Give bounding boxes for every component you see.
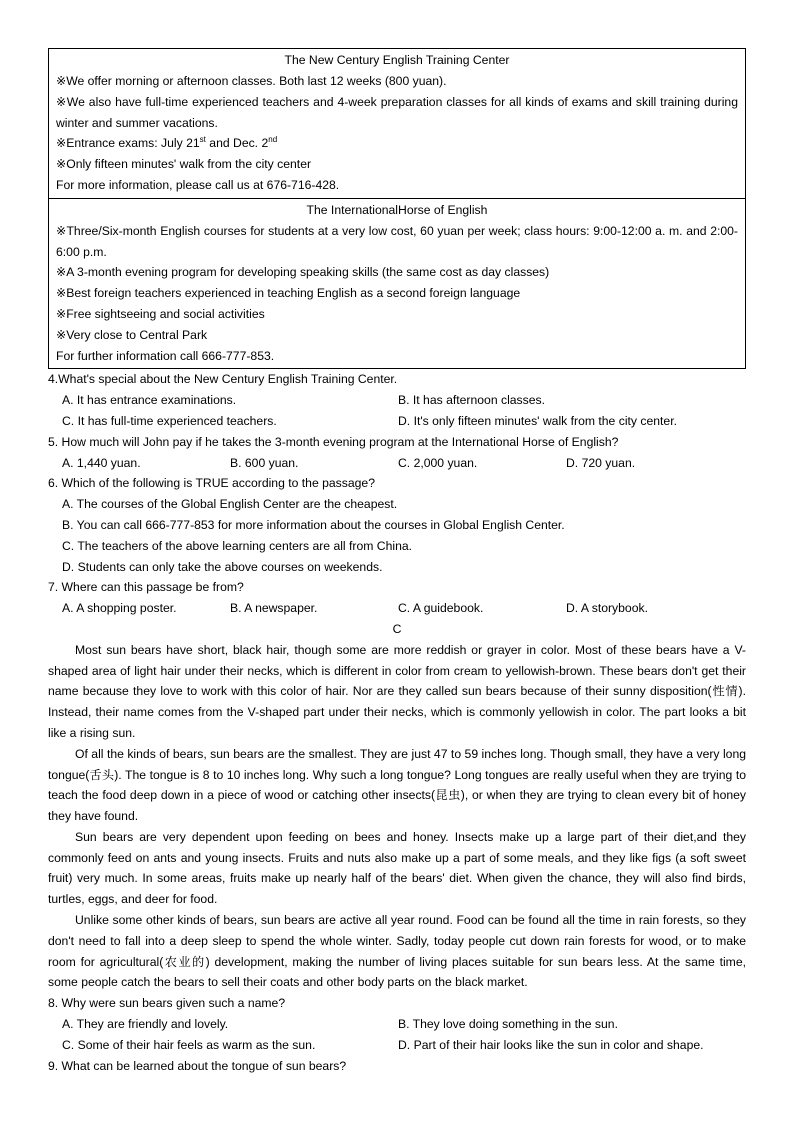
passage-paragraph: Sun bears are very dependent upon feeding on bees and honey. Insects make up a large part of their diet,and they commonly feed on ants and young insects. Fruits and nuts also make up a part of some meals, and they like figs (a soft sweet fruit) very much. In some areas, fruits make up nearly half of the bears' diet. When given the chance, they will also find birds, turtles, eggs, and deer for food. [48,829,746,907]
question-8 [48,993,746,1055]
question-stem: 7. Where can this passage be from? [48,580,244,595]
ad-line: ※We also have full-time experienced teachers and 4-week preparation classes for all kinds of exams and skill training during winter and summer vacations. [56,94,738,130]
question-7 [48,577,746,619]
exam-middle: and Dec. 2 [205,136,269,151]
option-c: C. The teachers of the above learning centers are all from China. [62,538,413,553]
options-row [48,411,746,432]
exam-sup: st [199,135,206,145]
exam-page [48,48,746,1076]
option-c: C. A guidebook. [398,601,484,616]
question-9 [48,1056,746,1077]
option-d: D. 720 yuan. [566,455,636,470]
ad-international-horse [49,198,746,369]
question-stem: 6. Which of the following is TRUE according to the passage? [48,476,375,491]
question-stem: 5. How much will John pay if he takes the 3-month evening program at the International Horse of English? [48,434,619,449]
ad-line: ※Very close to Central Park [56,327,208,342]
option-b: B. 600 yuan. [230,455,299,470]
options-row [48,1014,746,1035]
ad-line: ※Only fifteen minutes' walk from the city center [56,157,312,172]
question-6 [48,473,746,577]
option-a: A. A shopping poster. [62,601,177,616]
option-b: B. It has afternoon classes. [398,393,546,408]
ad-line: ※A 3-month evening program for developing speaking skills (the same cost as day classes) [56,265,550,280]
option-c: C. 2,000 yuan. [398,455,478,470]
option-d: D. Students can only take the above courses on weekends. [62,559,383,574]
ad-line: ※Three/Six-month English courses for students at a very low cost, 60 yuan per week; class hours: 9:00-12:00 a. m. and 2:00-6:00 p.m. [56,223,738,259]
ad-contact: For further information call 666-777-853. [56,348,275,363]
exam-sup: nd [268,135,278,145]
ad-row [49,49,746,199]
option-b: B. A newspaper. [230,601,318,616]
ad-contact: For more information, please call us at 676-716-428. [56,177,340,192]
section-label: C [392,621,402,636]
option-a: A. It has entrance examinations. [62,393,237,408]
ad-line: ※Best foreign teachers experienced in teaching English as a second foreign language [56,286,521,301]
ad-entrance-exams [56,133,738,154]
option-b: B. They love doing something in the sun. [398,1017,618,1032]
exam-prefix: ※Entrance exams: July 21 [56,136,200,151]
ads-table [48,48,746,369]
question-5 [48,432,746,474]
passage-paragraph: Most sun bears have short, black hair, though some are more reddish or grayer in color. Most of these bears have a V-shaped area of light hair under their necks, which is different in color from cream to yellowish-brown. These bears don't get their name because they love to work with this color of hair. Nor are they called sun bears because of their sunny disposition(性情). Instead, their name comes from the V-shaped part under their necks, which is commonly yellowish in color. The part looks a bit like a rising sun. [48,642,746,740]
question-stem: 8. Why were sun bears given such a name? [48,996,286,1011]
passage-paragraph: Of all the kinds of bears, sun bears are the smallest. They are just 47 to 59 inches long. Though small, they have a very long tongue(舌头). The tongue is 8 to 10 inches long. Why such a long tongue? Long tongues are really useful when they are trying to teach the food deep down in a piece of wood or catching other insects(昆虫), or when they are trying to clean every bit of honey they have found. [48,746,746,824]
option-d: D. A storybook. [566,601,648,616]
question-stem: 4.What's special about the New Century English Training Center. [48,372,398,387]
options-row [48,598,746,619]
ad-row [49,198,746,369]
ad-title: The New Century English Training Center [284,53,510,67]
question-4 [48,369,746,431]
options-row [48,390,746,411]
ad-title: The InternationalHorse of English [306,202,488,217]
question-stem: 9. What can be learned about the tongue of sun bears? [48,1058,347,1073]
option-c: C. Some of their hair feels as warm as the sun. [62,1037,316,1052]
option-c: C. It has full-time experienced teachers. [62,413,277,428]
option-d: D. Part of their hair looks like the sun in color and shape. [398,1037,704,1052]
options-row [48,1035,746,1056]
ad-line: ※We offer morning or afternoon classes. Both last 12 weeks (800 yuan). [56,74,447,88]
ad-line: ※Free sightseeing and social activities [56,306,265,321]
option-a: A. The courses of the Global English Center are the cheapest. [62,497,398,512]
option-a: A. 1,440 yuan. [62,455,141,470]
passage-paragraph: Unlike some other kinds of bears, sun bears are active all year round. Food can be found all the time in rain forests, so they don't need to fall into a deep sleep to spend the whole winter. Sadly, today people cut down rain forests for wood, or to make room for agricultural(农业的) development, making the number of living places suitable for sun bears less. At the same time, some people catch the bears to sell their coats and other body parts on the black market. [48,913,746,990]
ad-new-century [49,49,746,199]
options-row [48,453,746,474]
option-b: B. You can call 666-777-853 for more information about the courses in Global English Center. [62,517,565,532]
option-a: A. They are friendly and lovely. [62,1017,229,1032]
option-d: D. It's only fifteen minutes' walk from the city center. [398,413,677,428]
